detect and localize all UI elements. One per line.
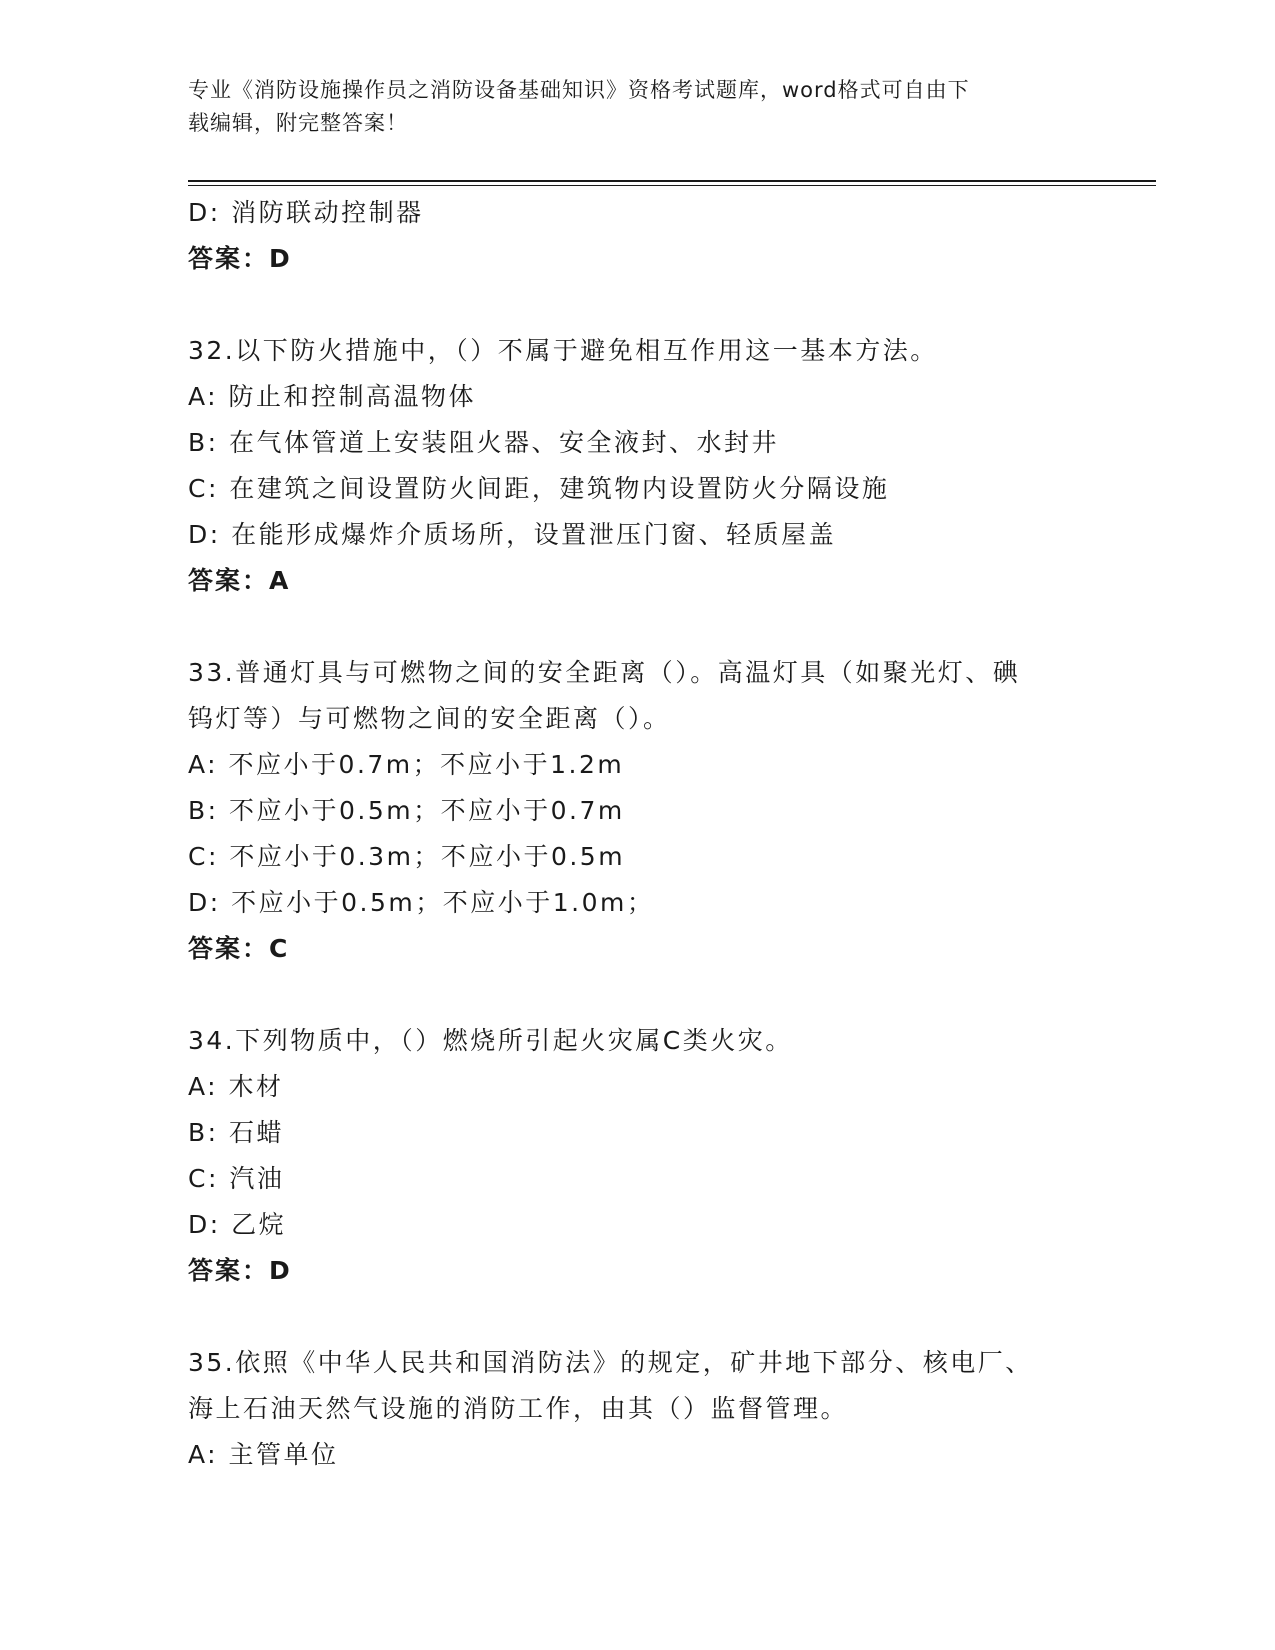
option-b: B: 石蜡 (188, 1118, 285, 1147)
question-stem-line-2: 钨灯等）与可燃物之间的安全距离（）。 (188, 704, 671, 733)
option-b: B: 在气体管道上安装阻火器、安全液封、水封井 (188, 428, 780, 457)
document-header (188, 74, 1068, 140)
question-33 (188, 650, 1088, 972)
answer-line: 答案：A (188, 566, 291, 595)
question-stem: 34.下列物质中，（）燃烧所引起火灾属C类火灾。 (188, 1026, 793, 1055)
option-b: B: 不应小于0.5m；不应小于0.7m (188, 796, 625, 825)
question-stem: 32.以下防火措施中，（）不属于避免相互作用这一基本方法。 (188, 336, 938, 365)
option-d: D: 在能形成爆炸介质场所，设置泄压门窗、轻质屋盖 (188, 520, 837, 549)
header-divider-thick (188, 180, 1156, 182)
option-d: D: 不应小于0.5m；不应小于1.0m； (188, 888, 655, 917)
option-a: A: 木材 (188, 1072, 284, 1101)
question-32 (188, 328, 1088, 604)
option-a: A: 主管单位 (188, 1440, 339, 1469)
question-stem-line-2: 海上石油天然气设施的消防工作，由其（）监督管理。 (188, 1394, 849, 1423)
option-d: D: 乙烷 (188, 1210, 287, 1239)
answer-line: 答案：C (188, 934, 290, 963)
header-line-1: 专业《消防设施操作员之消防设备基础知识》资格考试题库，word格式可自由下 (188, 78, 970, 102)
answer-line: 答案：D (188, 1256, 292, 1285)
question-list (188, 190, 1088, 1478)
question-34 (188, 1018, 1088, 1294)
option-c: C: 在建筑之间设置防火间距，建筑物内设置防火分隔设施 (188, 474, 890, 503)
question-stem-line-1: 33.普通灯具与可燃物之间的安全距离（）。高温灯具（如聚光灯、碘 (188, 658, 1021, 687)
question-stem-line-1: 35.依照《中华人民共和国消防法》的规定，矿井地下部分、核电厂、 (188, 1348, 1033, 1377)
previous-question-tail (188, 190, 1088, 282)
option-d: D: 消防联动控制器 (188, 198, 424, 227)
option-c: C: 不应小于0.3m；不应小于0.5m (188, 842, 626, 871)
option-c: C: 汽油 (188, 1164, 285, 1193)
question-35 (188, 1340, 1088, 1478)
header-line-2: 载编辑，附完整答案！ (188, 111, 408, 135)
option-a: A: 防止和控制高温物体 (188, 382, 477, 411)
header-divider-thin (188, 185, 1156, 186)
answer-line: 答案：D (188, 244, 292, 273)
option-a: A: 不应小于0.7m；不应小于1.2m (188, 750, 625, 779)
